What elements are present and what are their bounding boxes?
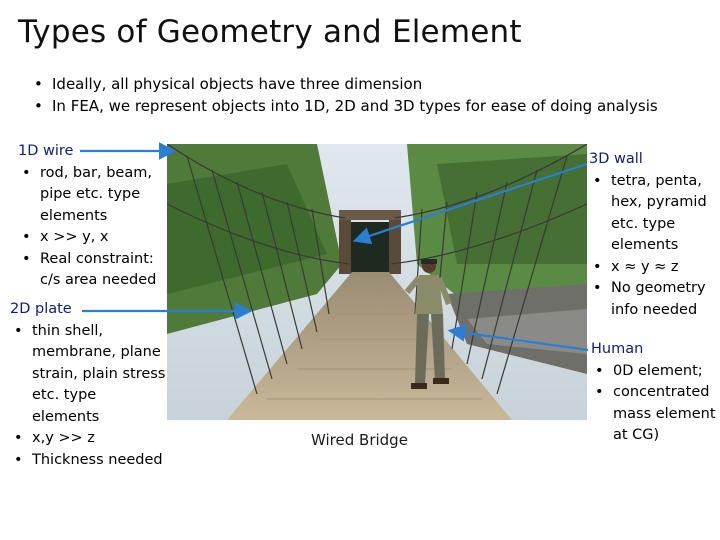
photo-caption: Wired Bridge	[311, 431, 408, 449]
human-heading: Human	[591, 341, 644, 357]
wire-1d-heading: 1D wire	[18, 143, 74, 159]
wall-3d-heading: 3D wall	[589, 151, 643, 167]
plate-2d-item: • Thickness needed	[10, 450, 168, 472]
wire-1d-item: • rod, bar, beam, pipe etc. type elements	[18, 163, 168, 228]
plate-2d-item: • x,y >> z	[10, 428, 168, 450]
intro-bullet-2: • In FEA, we represent objects into 1D, 2D and 3D types for ease of doing analysis	[34, 95, 658, 117]
human-item: • concentrated mass element at CG)	[591, 382, 719, 447]
wall-3d-item: • tetra, penta, hex, pyramid etc. type elements	[589, 171, 719, 257]
wire-1d-item: • Real constraint: c/s area needed	[18, 249, 168, 292]
human-item: • 0D element;	[591, 361, 719, 383]
plate-2d-heading: 2D plate	[10, 301, 72, 317]
slide-title: Types of Geometry and Element	[18, 14, 522, 50]
arrow-human-to-person	[452, 331, 588, 350]
intro-bullet-1: • Ideally, all physical objects have three dimension	[34, 73, 658, 95]
wire-1d-item: • x >> y, x	[18, 227, 168, 249]
plate-2d-item: • thin shell, membrane, plane strain, plain stress etc. type elements	[10, 321, 168, 429]
arrow-3d-to-tower	[357, 164, 587, 240]
wall-3d-item: • No geometry info needed	[589, 278, 719, 321]
wall-3d-item: • x ≈ y ≈ z	[589, 257, 719, 279]
